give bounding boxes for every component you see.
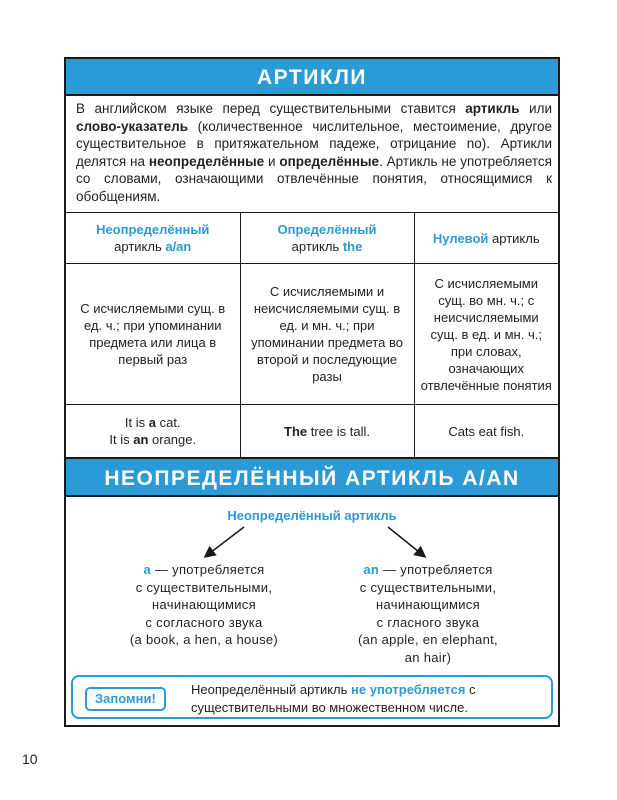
intro-term-definite: определённые xyxy=(279,153,380,169)
remember-box xyxy=(71,675,553,719)
example-text: orange. xyxy=(148,432,197,447)
arrow-right-icon xyxy=(388,527,424,556)
intro-text-5: . Артикль не употребляется со словами, означающими отвлечённые понятия, относящимися к обобщениям. xyxy=(76,153,552,204)
article-a-line4: с согласного звука xyxy=(145,614,263,630)
intro-text-2: или xyxy=(519,101,552,116)
arrow-left-icon xyxy=(206,527,244,556)
remember-highlight: не употребляется xyxy=(351,682,466,697)
header-zero xyxy=(414,213,558,264)
article-a-column xyxy=(99,561,309,649)
example-text: tree is tall. xyxy=(307,423,370,439)
article-a-label: a xyxy=(143,562,152,577)
header-definite-article: the xyxy=(342,239,363,254)
intro-paragraph xyxy=(76,100,552,205)
header-indefinite-title: Неопределённый xyxy=(96,222,210,237)
table-example-row xyxy=(66,405,558,458)
header-definite xyxy=(240,213,414,264)
header-indefinite-article: a/an xyxy=(165,239,192,254)
article-a-text: — употребляется xyxy=(151,562,265,577)
example-text: cat. xyxy=(156,415,181,430)
usage-zero: С исчисляемыми сущ. во мн. ч.; с неисчисляемыми сущ. в ед. и мн. ч.; при словах, означающих отвлечённые понятия xyxy=(414,264,558,405)
remember-text-post: с существительными во множественном числе. xyxy=(191,682,476,715)
article-an-text: — употребляется xyxy=(379,562,493,577)
intro-text-3: (количественное числительное, местоимение, другое существительное в притяжательном падеже, отрицание no). Артикли делятся на xyxy=(76,118,552,169)
article-an-label: an xyxy=(363,562,380,577)
header-zero-word: артикль xyxy=(488,230,540,246)
page-number: 10 xyxy=(22,751,38,767)
header-definite-title: Определённый xyxy=(277,222,377,237)
example-indefinite xyxy=(66,405,240,458)
header-indefinite xyxy=(66,213,240,264)
usage-definite: С исчисляемыми и неисчисляемыми сущ. в ед. и мн. ч.; при упоминании предмета во второй и последующие разы xyxy=(240,264,414,405)
section-title-indefinite: НЕОПРЕДЕЛЁННЫЙ АРТИКЛЬ A/AN xyxy=(66,457,558,497)
article-a-line3: начинающимися xyxy=(152,597,256,612)
article-an-line1 xyxy=(323,561,533,579)
article-a-line1 xyxy=(99,561,309,579)
main-title: АРТИКЛИ xyxy=(66,59,558,96)
header-definite-word: артикль xyxy=(291,239,343,254)
intro-term-indefinite: неопределённые xyxy=(148,153,265,169)
table-usage-row xyxy=(66,264,558,405)
indefinite-subheading: Неопределённый артикль xyxy=(227,508,397,523)
article-a-line2: с существительными, xyxy=(135,579,273,595)
intro-text-1: В английском языке перед существительными ставится xyxy=(76,101,466,116)
remember-badge: Запомни! xyxy=(85,687,166,711)
example-article: a xyxy=(148,415,156,430)
intro-term-pointer-word: слово-указатель xyxy=(76,118,188,134)
intro-text-4: и xyxy=(264,153,280,169)
example-zero: Cats eat fish. xyxy=(414,405,558,458)
article-types-table xyxy=(66,212,558,458)
example-text: It is xyxy=(109,432,134,447)
usage-indefinite: С исчисляемыми сущ. в ед. ч.; при упоминании предмета или лица в первый раз xyxy=(66,264,240,405)
remember-text-pre: Неопределённый артикль xyxy=(191,682,352,697)
table-header-row xyxy=(66,213,558,264)
article-a-examples: (a book, a hen, a house) xyxy=(129,632,279,647)
intro-term-article: артикль xyxy=(465,101,520,116)
remember-text xyxy=(191,681,546,717)
article-an-line3: начинающимися xyxy=(376,597,480,612)
articles-card xyxy=(64,57,560,727)
article-an-examples-1: (an apple, en elephant, xyxy=(358,632,498,647)
header-indefinite-word: артикль xyxy=(114,239,166,254)
example-text: It is xyxy=(124,415,149,430)
article-an-line4: с гласного звука xyxy=(376,614,480,630)
example-article: an xyxy=(133,432,149,447)
example-article: The xyxy=(284,423,308,439)
article-an-line2: с существительными, xyxy=(359,579,497,595)
header-zero-title: Нулевой xyxy=(432,230,489,246)
article-an-column xyxy=(323,561,533,666)
article-an-examples-2: an hair) xyxy=(404,649,452,665)
example-definite xyxy=(240,405,414,458)
